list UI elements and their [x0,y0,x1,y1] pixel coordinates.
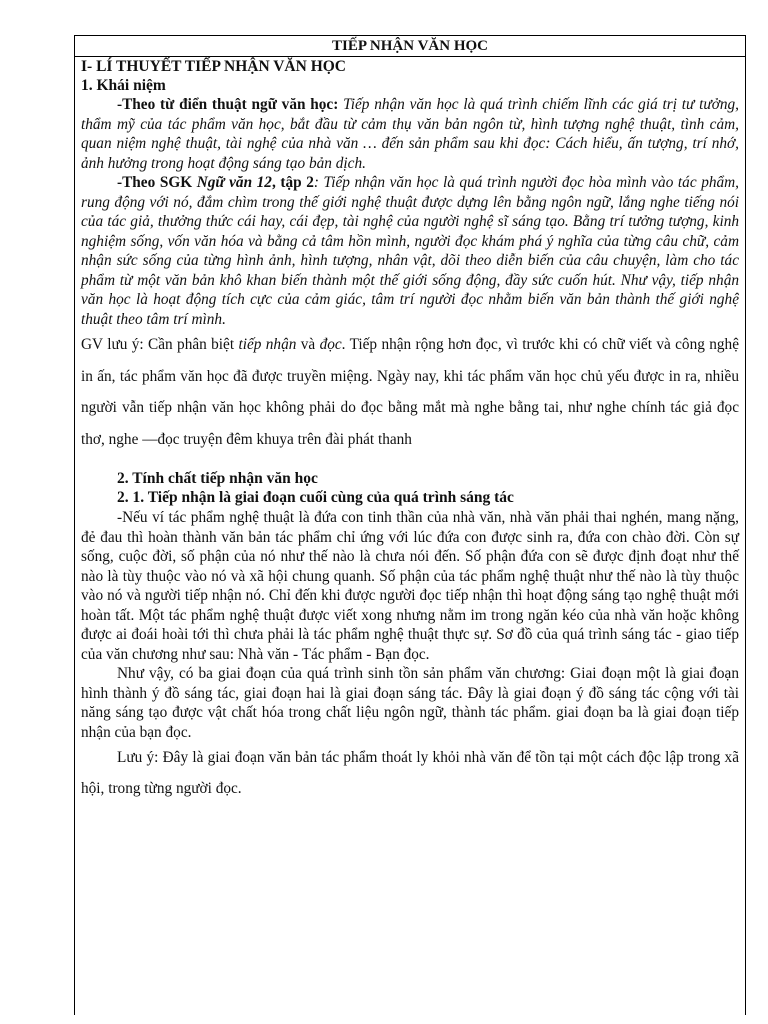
teacher-note-term-reading: đọc [319,336,342,353]
concept-heading: 1. Khái niệm [81,77,166,94]
document-title: TIẾP NHẬN VĂN HỌC [75,36,745,57]
teacher-note-part-a: GV lưu ý: Cần phân biệt [81,336,239,353]
paragraph-creation-process: -Nếu ví tác phẩm nghệ thuật là đứa con tinh thần của nhà văn, nhà văn phải thai nghén, mang nặng, đẻ đau thì hoàn thành văn bản tác phẩm chỉ ứng với lúc đứa con được sinh ra, đứa con chào đời. Còn sự sống, cuộc đời, số phận của nó như thế nào là chưa nói đến. Số phận đứa con sẽ được định đoạt như thế nào là tùy thuộc vào nó và xã hội chung quanh. Số phận của tác phẩm nghệ thuật như thế nào là tùy thuộc vào nó và người tiếp nhận nó. Chỉ đến khi được người đọc tiếp nhận thì hoạt động sáng tạo nghệ thuật mới hoàn tất. Một tác phẩm nghệ thuật được viết xong nhưng nằm im trong ngăn kéo của nhà văn hoặc không được ai đoái hoài tới thì chưa phải là tác phẩm nghệ thuật thực sự. Sơ đồ của quá trình sáng tác - giao tiếp của văn chương như sau: Nhà văn - Tác phẩm - Bạn đọc. [81,509,739,663]
paragraph-three-stages: Như vậy, có ba giai đoạn của quá trình sinh tồn sản phẩm văn chương: Giai đoạn một là giai đoạn hình thành ý đồ sáng tác, giai đoạn hai là giai đoạn sáng tác. Đây là giai đoạn ý đồ sáng tác cộng với tài năng sáng tạo được vật chất hóa trong chất liệu ngôn ngữ, thành tác phẩm. giai đoạn ba là giai đoạn tiếp nhận của bạn đọc. [81,665,739,741]
definition-dictionary-lead: -Theo từ điển thuật ngữ văn học: [117,96,339,113]
definition-textbook-volume: , tập 2 [271,174,314,191]
teacher-note-part-c: và [296,336,320,353]
teacher-note [81,329,739,455]
document-body [75,57,745,804]
definition-textbook-lead: -Theo SGK [117,174,193,191]
definition-textbook [81,173,739,329]
section-2-1-heading: 2. 1. Tiếp nhận là giai đoạn cuối cùng của quá trình sáng tác [117,489,514,506]
teacher-note-part-e: . Tiếp nhận rộng hơn đọc, vì trước khi có chữ viết và công nghệ in ấn, tác phẩm văn học đã được truyền miệng. Ngày nay, khi tác phẩm văn học chủ yếu được in ra, nhiều người vẫn tiếp nhận văn học không phải do đọc bằng mắt mà nghe bằng tai, như nghe chính tác giả đọc thơ, nghe —đọc truyện đêm khuya trên đài phát thanh [81,336,739,448]
definition-dictionary-text: Tiếp nhận văn học là quá trình chiếm lĩnh các giá trị tư tưởng, thẩm mỹ của tác phẩm văn học, bắt đầu từ cảm thụ văn bản ngôn từ, hình tượng nghệ thuật, tình cảm, quan niệm nghệ thuật, tài nghệ của nhà văn … đến sản phẩm sau khi đọc: Cách hiểu, ấn tượng, trí nhớ, ảnh hưởng trong hoạt động sáng tạo bản dịch. [81,96,740,172]
definition-textbook-book: Ngữ văn 12 [192,174,272,191]
paragraph-note-independence: Lưu ý: Đây là giai đoạn văn bản tác phẩm thoát ly khỏi nhà văn để tồn tại một cách độc lập trong xã hội, trong từng người đọc. [81,749,739,797]
definition-textbook-text: : Tiếp nhận văn học là quá trình người đọc hòa mình vào tác phẩm, rung động với nó, đắm chìm trong thế giới nghệ thuật được dựng lên bằng ngôn ngữ, lắng nghe tiếng nói của tác giả, thưởng thức cái hay, cái đẹp, tài nghệ của người nghệ sĩ sáng tạo. Bằng trí tưởng tượng, kinh nghiệm sống, vốn văn hóa và bằng cả tâm hồn mình, người đọc khám phá ý nghĩa của từng câu chữ, cảm nhận sức sống của từng hình ảnh, hình tượng, nhân vật, dõi theo diễn biến của câu chuyện, làm cho tác phẩm từ một văn bản khô khan biến thành một thế giới sống động, đầy sức cuốn hút. Như vậy, tiếp nhận văn học là hoạt động tích cực của cảm giác, tâm trí người đọc nhằm biến văn bản thành thế giới nghệ thuật theo tâm trí mình. [81,174,740,328]
teacher-note-term-reception: tiếp nhận [238,336,297,353]
section-1-heading: I- LÍ THUYẾT TIẾP NHẬN VĂN HỌC [81,58,346,75]
section-2-heading: 2. Tính chất tiếp nhận văn học [117,470,318,487]
definition-dictionary [81,95,739,173]
document-frame [74,35,746,1015]
